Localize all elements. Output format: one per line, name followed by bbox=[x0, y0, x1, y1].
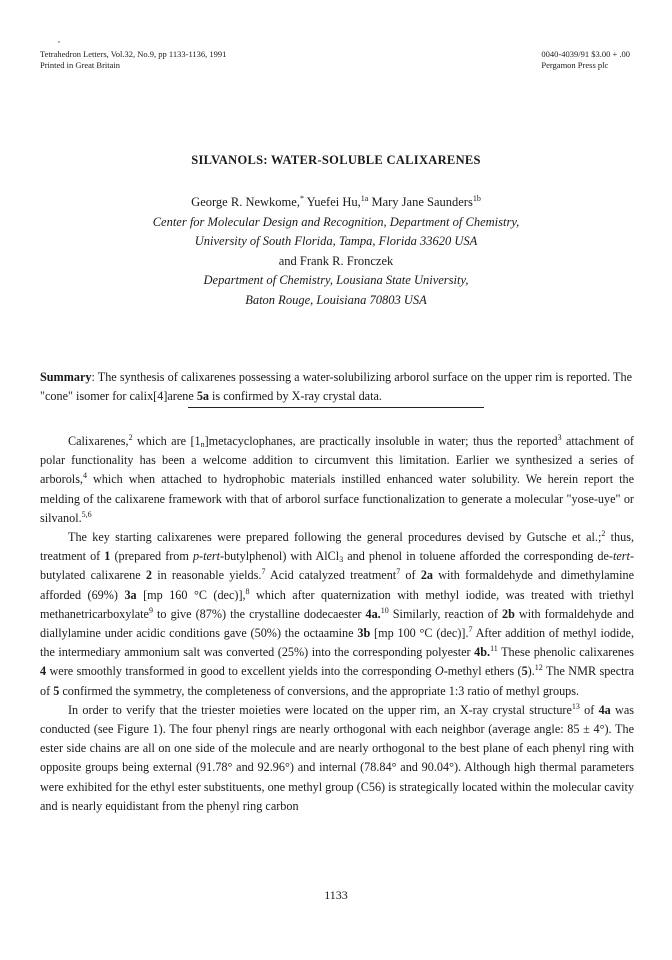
printed-line: Printed in Great Britain bbox=[40, 60, 121, 70]
summary-label: Summary bbox=[40, 370, 92, 384]
publisher-info bbox=[541, 49, 630, 71]
paragraph-3: In order to verify that the triester moieties were located on the upper rim, an X-ray crystal structure$^{13}$ of 4a was conducted (see Figure 1). The four phenyl rings are nearly orthogonal with each neighbor (average angle: 85 ± 4°). The ester side chains are all on one side of the molecule and are nearly orthogonal to the best plane of each phenyl ring with opposite groups being external (91.78° and 92.96°) and internal (78.84° and 90.04°). Although high thermal parameters were exhibited for the ethyl ester substituents, one methyl group (C56) is strategically located within the molecular cavity and is nearly equidistant from the phenyl ring carbon bbox=[40, 701, 634, 813]
affiliation-usf-2: University of South Florida, Tampa, Florida 33620 USA bbox=[194, 234, 478, 248]
code-line: 0040-4039/91 $3.00 + .00 bbox=[541, 49, 630, 59]
scan-speck bbox=[58, 41, 60, 43]
byline bbox=[0, 193, 672, 310]
journal-line: Tetrahedron Letters, Vol.32, No.9, pp 1133-1136, 1991 bbox=[40, 49, 227, 59]
paragraph-1: Calixarenes,$^2$ which are $[1_n]metacyclophanes$, are practically insoluble in water; thus the reported$^3$ attachment of polar functionality has been a welcome addition to circumvent this limitation. Earlier we synthesized a series of arborols,$^4$ which when attached to hydrophobic materials instilled enhanced water solubility. We herein report the melding of the calixarene framework with that of arborol surface functionalization to generate a molecular "yose-uye" or silvanol.$^{5,6}$ bbox=[40, 433, 634, 525]
paper-title: SILVANOLS: WATER-SOLUBLE CALIXARENES bbox=[191, 153, 481, 167]
divider-rule bbox=[188, 407, 484, 408]
paragraph-2: The key starting calixarenes were prepared following the general procedures devised by Gutsche et al.;$^2$ thus, treatment of 1 (prepared from p-tert-butylphenol) with AlCl$_3$ and phenol in toluene afforded the corresponding de-tert-butylated calixarene 2 in reasonable yields.$^7$ Acid catalyzed treatment$^7$ of 2a with formaldehyde and dimethylamine afforded (69%) 3a [mp 160 °C (dec)],$^8$ which after quaternization with methyl iodide, was treated with triethyl methanetricarboxylate$^9$ to give (87%) the crystalline dodecaester 4a.$^{10}$ Similarly, reaction of 2b with formaldehyde and diallylamine under acidic conditions gave (50%) the octaamine 3b [mp 100 °C (dec)].$^7$ After addition of methyl iodide, the intermediary ammonium salt was converted (25%) into the corresponding polyester 4b.$^{11}$ These phenolic calixarenes 4 were smoothly transformed in good to excellent yields into the corresponding O-methyl ethers (5).$^{12}$ The NMR spectra of 5 confirmed the symmetry, the completeness of conversions, and the appropriate 1:3 ratio of methyl groups. bbox=[40, 529, 635, 698]
affiliation-lsu-2: Baton Rouge, Louisiana 70803 USA bbox=[245, 292, 427, 307]
publisher-line: Pergamon Press plc bbox=[541, 60, 609, 70]
summary: Summary: The synthesis of calixarenes possessing a water-solubilizing arborol surface on the upper rim is reported. The "cone" isomer for calix[4]arene 5a is confirmed by X-ray crystal data. bbox=[40, 370, 632, 403]
authors-primary: George R. Newkome,* Yuefei Hu,$^{1a}$ Mary Jane Saunders$^{1b}$ bbox=[191, 194, 481, 209]
affiliation-lsu-1: Department of Chemistry, Lousiana State University, bbox=[203, 273, 469, 287]
journal-citation bbox=[40, 49, 226, 71]
authors-secondary: and Frank R. Fronczek bbox=[278, 253, 394, 268]
affiliation-usf-1: Center for Molecular Design and Recognition, Department of Chemistry, bbox=[152, 214, 520, 229]
page-number: 1133 bbox=[324, 888, 348, 902]
body-text bbox=[40, 432, 634, 816]
